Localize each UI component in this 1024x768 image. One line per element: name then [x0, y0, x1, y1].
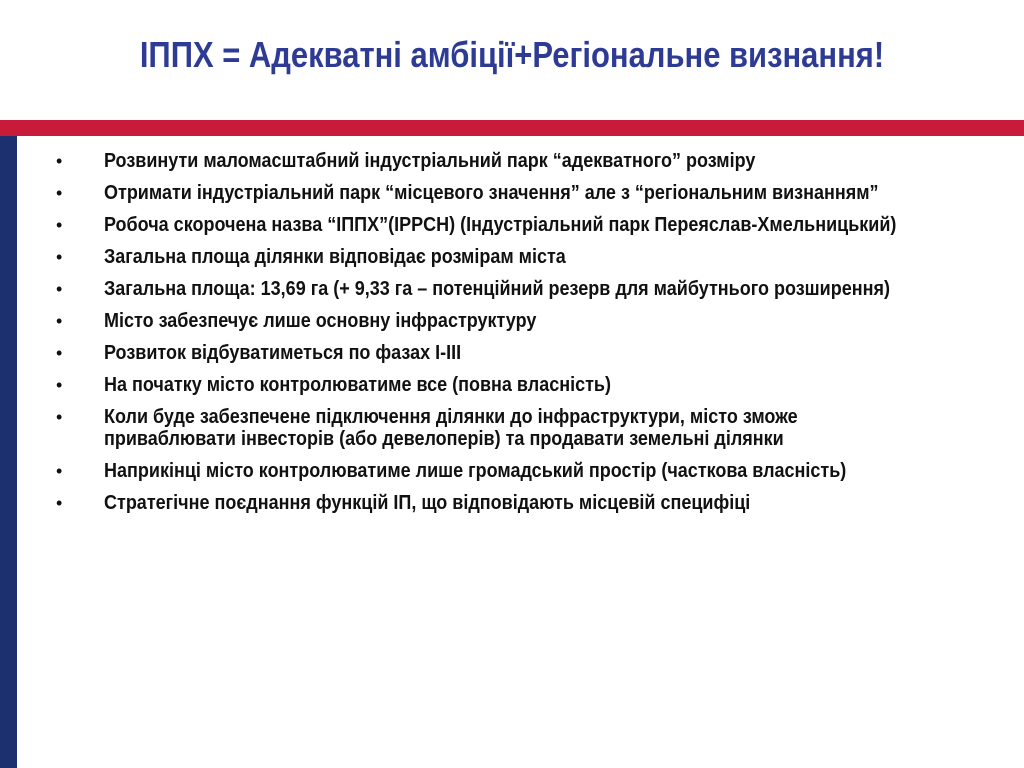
bullet-text: Розвинути маломасштабний індустріальний парк “адекватного” розміру: [104, 150, 756, 172]
bullet-icon: •: [56, 151, 63, 171]
bullet-item: [54, 182, 994, 204]
bullet-text: Робоча скорочена назва “ІППХ”(IPPCH) (Індустріальний парк Переяслав-Хмельницький): [104, 214, 897, 236]
bullet-text: Отримати індустріальний парк “місцевого значення” але з “регіональним визнанням”: [104, 182, 879, 204]
bullet-text: Коли буде забезпечене підключення ділянки до інфраструктури, місто зможе приваблювати інвесторів (або девелоперів) та продавати земельні ділянки: [104, 406, 798, 450]
bullet-icon: •: [56, 215, 63, 235]
bullet-item: [54, 214, 994, 236]
bullet-icon: •: [56, 407, 63, 427]
bullet-icon: •: [56, 279, 63, 299]
bullet-text: Місто забезпечує лише основну інфраструктуру: [104, 310, 537, 332]
bullet-icon: •: [56, 183, 63, 203]
red-accent-bar: [0, 120, 1024, 136]
bullet-item: [54, 342, 994, 364]
bullet-list: [54, 150, 994, 514]
bullet-item: [54, 310, 994, 332]
bullet-item: [54, 278, 994, 300]
bullet-icon: •: [56, 461, 63, 481]
slide-content: [54, 150, 994, 524]
bullet-icon: •: [56, 343, 63, 363]
bullet-text: На початку місто контролюватиме все (повна власність): [104, 374, 611, 396]
bullet-icon: •: [56, 375, 63, 395]
bullet-text: Розвиток відбуватиметься по фазах I-III: [104, 342, 462, 364]
bullet-text: Загальна площа ділянки відповідає розмірам міста: [104, 246, 566, 268]
bullet-item: [54, 374, 994, 396]
bullet-text: Стратегічне поєднання функцій ІП, що відповідають місцевій специфіці: [104, 492, 751, 514]
bullet-item: [54, 150, 994, 172]
bullet-icon: •: [56, 311, 63, 331]
bullet-text: Наприкінці місто контролюватиме лише громадський простір (часткова власність): [104, 460, 847, 482]
bullet-icon: •: [56, 247, 63, 267]
bullet-icon: •: [56, 493, 63, 513]
blue-accent-bar: [0, 136, 17, 768]
bullet-text: Загальна площа: 13,69 га (+ 9,33 га – потенційний резерв для майбутнього розширення): [104, 278, 890, 300]
slide-title: ІППХ = Адекватні амбіції+Регіональне визнання!: [139, 34, 885, 75]
bullet-item: [54, 406, 994, 450]
bullet-item: [54, 246, 994, 268]
bullet-item: [54, 492, 994, 514]
bullet-item: [54, 460, 994, 482]
